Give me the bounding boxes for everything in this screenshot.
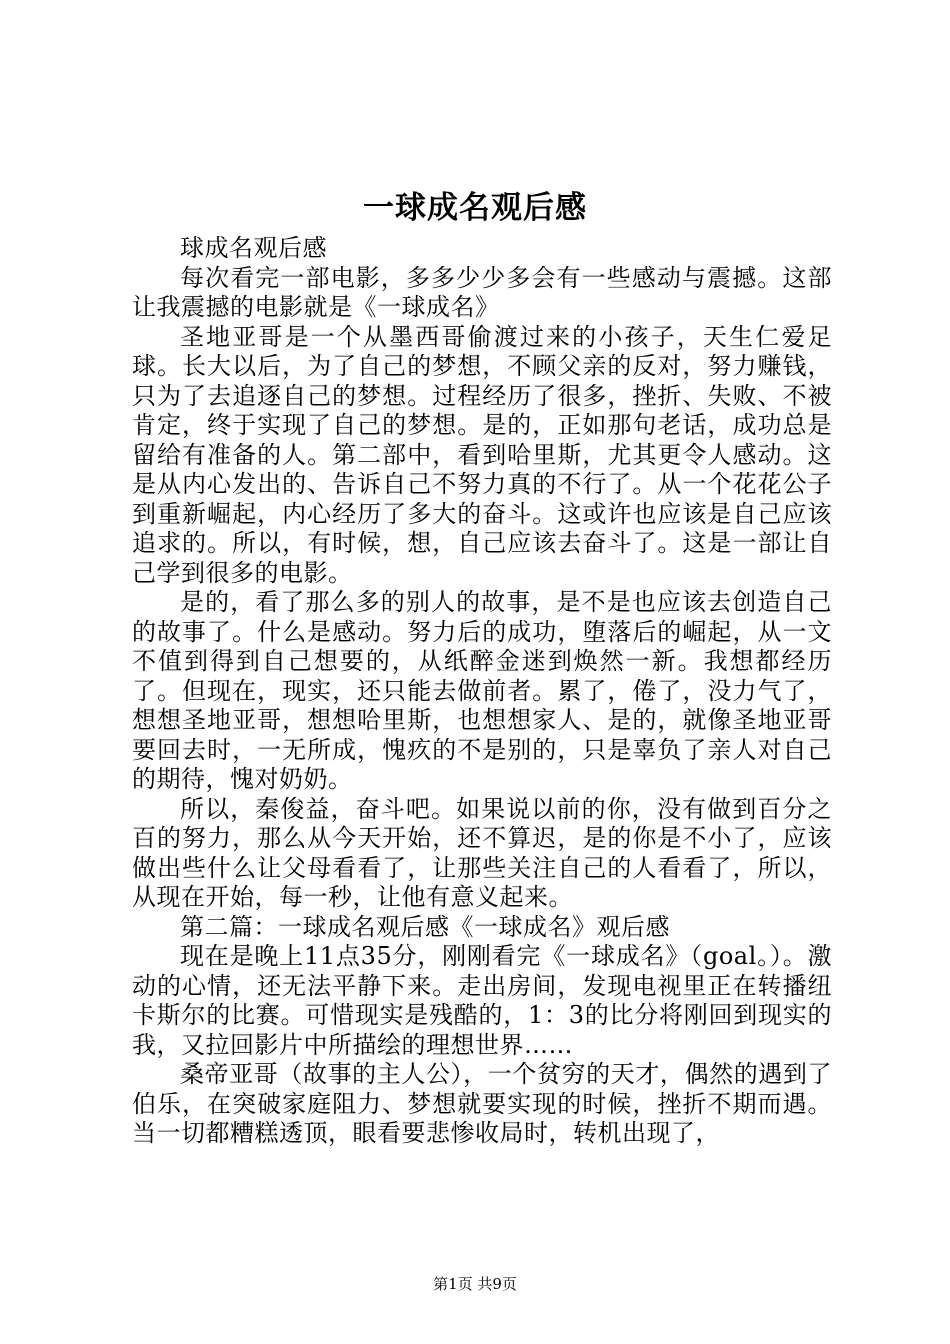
paragraph: 桑帝亚哥（故事的主人公），一个贫穷的天才，偶然的遇到了伯乐，在突破家庭阻力、梦想就要实现的时候，挫折不期而遇。当一切都糟糕透顶，眼看要悲惨收局时，转机出现了， <box>132 1060 832 1147</box>
paragraph: 所以，秦俊益，奋斗吧。如果说以前的你，没有做到百分之百的努力，那么从今天开始，还不算迟，是的你是不小了，应该做出些什么让父母看看了，让那些关注自己的人看看了，所以，从现在开始，每一秒，让他有意义起来。 <box>132 794 832 911</box>
document-body <box>132 234 832 1149</box>
document-title: 一球成名观后感 <box>363 190 587 226</box>
paragraph: 每次看完一部电影，多多少少多会有一些感动与震撼。这部让我震撼的电影就是《一球成名》 <box>132 263 832 321</box>
paragraph: 是的，看了那么多的别人的故事，是不是也应该去创造自己的故事了。什么是感动。努力后的成功，堕落后的崛起，从一文不值到得到自己想要的，从纸醉金迷到焕然一新。我想都经历了。但现在，现实，还只能去做前者。累了，倦了，没力气了，想想圣地亚哥，想想哈里斯，也想想家人、是的，就像圣地亚哥要回去时，一无所成，愧疚的不是别的，只是辜负了亲人对自己的期待，愧对奶奶。 <box>132 588 832 793</box>
section-heading: 第二篇：一球成名观后感《一球成名》观后感 <box>180 912 670 941</box>
page-footer: 第1页 共9页 <box>433 1275 517 1293</box>
paragraph: 球成名观后感 <box>180 234 327 262</box>
paragraph: 现在是晚上11点35分，刚刚看完《一球成名》（goal。）。激动的心情，还无法平静下来。走出房间，发现电视里正在转播纽卡斯尔的比赛。可惜现实是残酷的，1：3的比分将刚回到现实的我，又拉回影片中所描绘的理想世界…… <box>132 942 832 1059</box>
paragraph: 圣地亚哥是一个从墨西哥偷渡过来的小孩子，天生仁爱足球。长大以后，为了自己的梦想，不顾父亲的反对，努力赚钱，只为了去追逐自己的梦想。过程经历了很多，挫折、失败、不被肯定，终于实现了自己的梦想。是的，正如那句老话，成功总是留给有准备的人。第二部中，看到哈里斯，尤其更令人感动。这是从内心发出的、告诉自己不努力真的不行了。从一个花花公子到重新崛起，内心经历了多大的奋斗。这或许也应该是自己应该追求的。所以，有时候，想，自己应该去奋斗了。这是一部让自己学到很多的电影。 <box>132 322 832 587</box>
